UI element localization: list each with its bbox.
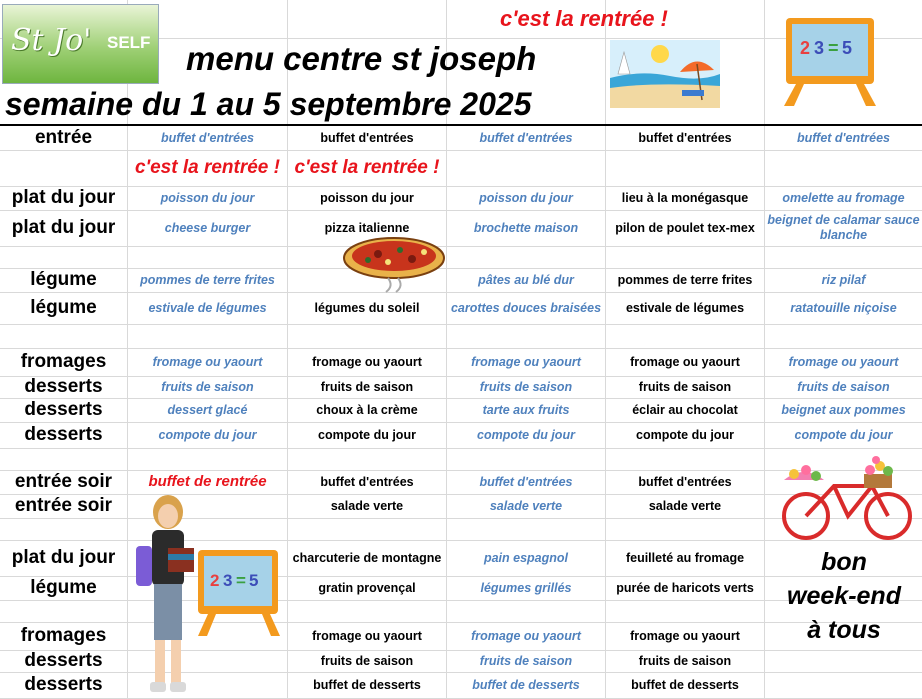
- svg-text:2: 2: [800, 38, 811, 58]
- menu-cell: poisson du jour: [320, 190, 414, 205]
- menu-cell: fruits de saison: [638, 653, 732, 668]
- row-label: légume: [30, 296, 97, 318]
- row-label: desserts: [24, 423, 103, 445]
- menu-cell: brochette maison: [473, 220, 579, 235]
- menu-cell: [606, 518, 764, 540]
- row-label: légume: [30, 268, 97, 290]
- menu-cell: dessert glacé: [167, 402, 248, 417]
- table-row: [0, 126, 922, 150]
- menu-cell: salade verte: [489, 498, 563, 513]
- table-row: [0, 246, 922, 268]
- blackboard-icon: [194, 548, 286, 638]
- menu-cell: buffet de rentrée: [148, 473, 267, 490]
- menu-cell: beignet aux pommes: [781, 402, 906, 417]
- menu-cell: estivale de légumes: [148, 300, 267, 315]
- menu-cell: ratatouille niçoise: [790, 300, 897, 315]
- svg-text:=: =: [828, 38, 839, 58]
- menu-cell: buffet d'entrées: [479, 474, 573, 489]
- menu-cell: fruits de saison: [797, 379, 890, 394]
- menu-cell: omelette au fromage: [782, 190, 905, 205]
- menu-cell: fruits de saison: [320, 653, 414, 668]
- svg-text:2: 2: [210, 571, 220, 590]
- menu-cell: [447, 324, 605, 348]
- menu-cell: buffet d'entrées: [160, 130, 255, 145]
- row-label: fromages: [20, 624, 107, 646]
- menu-cell: fromage ou yaourt: [152, 354, 263, 369]
- rentree-banner: c'est la rentrée !: [500, 6, 668, 31]
- menu-cell: buffet d'entrées: [320, 474, 414, 489]
- menu-cell: pizza italienne: [324, 220, 410, 235]
- menu-cell: [128, 246, 287, 268]
- blackboard-icon: [780, 16, 880, 108]
- menu-cell: choux à la crème: [316, 402, 418, 417]
- menu-cell: fromage ou yaourt: [630, 354, 740, 369]
- menu-cell: [606, 150, 764, 186]
- menu-cell: [447, 518, 605, 540]
- menu-cell: buffet d'entrées: [479, 130, 573, 145]
- row-label: [0, 324, 127, 348]
- row-label: desserts: [24, 376, 103, 397]
- row-label: desserts: [24, 650, 103, 671]
- menu-cell: [765, 246, 922, 268]
- weekend-line: bon: [821, 548, 867, 576]
- menu-cell: légumes du soleil: [314, 300, 420, 315]
- svg-text:3: 3: [814, 38, 825, 58]
- svg-text:5: 5: [249, 571, 259, 590]
- beach-icon: [610, 40, 720, 108]
- menu-cell: buffet d'entrées: [638, 130, 732, 145]
- menu-cell: pilon de poulet tex-mex: [615, 220, 755, 235]
- row-label: [0, 518, 127, 540]
- row-label: desserts: [24, 673, 103, 695]
- weekend-message: [766, 545, 922, 647]
- menu-cell: fruits de saison: [161, 379, 254, 394]
- menu-cell: buffet de desserts: [631, 677, 739, 692]
- table-row: [0, 348, 922, 376]
- menu-cell: buffet d'entrées: [796, 130, 891, 145]
- row-label: fromages: [20, 350, 107, 372]
- menu-cell: salade verte: [648, 498, 722, 513]
- table-row: [0, 210, 922, 246]
- row-label: légume: [30, 576, 97, 598]
- week-title: semaine du 1 au 5 septembre 2025: [5, 86, 532, 122]
- st-jo-self-logo: [2, 4, 159, 84]
- row-label: [0, 150, 127, 186]
- row-label: [0, 246, 127, 268]
- menu-cell: [606, 246, 764, 268]
- menu-cell: fruits de saison: [320, 379, 414, 394]
- menu-cell: poisson du jour: [160, 190, 255, 205]
- menu-cell: fromage ou yaourt: [312, 354, 422, 369]
- menu-cell: lieu à la monégasque: [621, 190, 749, 205]
- menu-cell: salade verte: [330, 498, 404, 513]
- menu-cell: beignet de calamar sauce blanche: [767, 213, 920, 242]
- menu-cell: c'est la rentrée !: [294, 156, 440, 178]
- menu-cell: pâtes au blé dur: [478, 272, 574, 287]
- menu-cell: [606, 448, 764, 470]
- menu-cell: carottes douces braisées: [450, 300, 602, 315]
- menu-cell: [128, 324, 287, 348]
- menu-cell: compote du jour: [794, 427, 893, 442]
- menu-cell: [447, 448, 605, 470]
- menu-cell: [288, 518, 446, 540]
- menu-cell: légumes grillés: [480, 580, 572, 595]
- menu-cell: [765, 650, 922, 672]
- menu-cell: [606, 600, 764, 622]
- menu-cell: pommes de terre frites: [140, 272, 275, 287]
- menu-cell: fromage ou yaourt: [630, 628, 740, 643]
- menu-title: menu centre st joseph: [186, 40, 537, 77]
- menu-cell: compote du jour: [477, 427, 575, 442]
- pizza-icon: [340, 232, 448, 294]
- weekend-line: à tous: [807, 616, 881, 644]
- menu-cell: compote du jour: [318, 427, 416, 442]
- table-row: [0, 376, 922, 398]
- row-label: plat du jour: [11, 216, 116, 238]
- menu-cell: fromage ou yaourt: [471, 354, 581, 369]
- weekend-line: week-end: [787, 582, 901, 610]
- menu-cell: c'est la rentrée !: [135, 156, 280, 178]
- menu-cell: fromage ou yaourt: [471, 628, 581, 643]
- menu-cell: riz pilaf: [821, 272, 866, 287]
- logo-text: St Jo': [11, 23, 92, 58]
- row-label: plat du jour: [11, 186, 116, 208]
- menu-cell: fruits de saison: [479, 653, 573, 668]
- row-label: entrée: [34, 126, 93, 148]
- svg-text:=: =: [236, 571, 246, 590]
- menu-cell: estivale de légumes: [625, 300, 745, 315]
- menu-cell: [447, 600, 605, 622]
- menu-cell: [288, 448, 446, 470]
- menu-cell: pommes de terre frites: [617, 272, 753, 287]
- menu-cell: fromage ou yaourt: [312, 628, 422, 643]
- row-label: plat du jour: [11, 546, 116, 568]
- menu-cell: cheese burger: [164, 220, 251, 235]
- row-label: desserts: [24, 398, 103, 420]
- menu-cell: charcuterie de montagne: [292, 550, 442, 565]
- row-label: [0, 600, 127, 622]
- table-row: [0, 422, 922, 448]
- menu-cell: poisson du jour: [479, 190, 573, 205]
- table-row: [0, 398, 922, 422]
- svg-text:5: 5: [842, 38, 853, 58]
- table-row: [0, 292, 922, 324]
- row-label: entrée soir: [14, 494, 113, 516]
- menu-cell: gratin provençal: [318, 580, 416, 595]
- menu-cell: buffet d'entrées: [320, 130, 414, 145]
- menu-cell: [765, 150, 922, 186]
- row-label: [0, 448, 127, 470]
- menu-cell: [765, 672, 922, 698]
- menu-cell: éclair au chocolat: [632, 402, 738, 417]
- row-label: entrée soir: [14, 470, 113, 492]
- menu-cell: feuilleté au fromage: [625, 550, 745, 565]
- menu-cell: [447, 246, 605, 268]
- menu-cell: [128, 448, 287, 470]
- menu-cell: pain espagnol: [483, 550, 569, 565]
- menu-cell: [765, 324, 922, 348]
- menu-cell: [447, 150, 605, 186]
- menu-cell: tarte aux fruits: [482, 402, 570, 417]
- menu-cell: fruits de saison: [638, 379, 732, 394]
- menu-cell: compote du jour: [158, 427, 257, 442]
- logo-self-text: SELF: [107, 33, 151, 52]
- menu-cell: [288, 324, 446, 348]
- bicycle-icon: [776, 456, 920, 542]
- menu-cell: [288, 600, 446, 622]
- menu-cell: compote du jour: [636, 427, 734, 442]
- table-row: [0, 150, 922, 186]
- menu-cell: buffet de desserts: [313, 677, 421, 692]
- menu-cell: [606, 324, 764, 348]
- menu-cell: fromage ou yaourt: [788, 354, 899, 369]
- table-row: [0, 268, 922, 292]
- table-row: [0, 186, 922, 210]
- menu-cell: fruits de saison: [479, 379, 573, 394]
- svg-text:3: 3: [223, 571, 233, 590]
- menu-cell: buffet de desserts: [472, 677, 580, 692]
- menu-cell: purée de haricots verts: [616, 580, 754, 595]
- menu-cell: buffet d'entrées: [638, 474, 732, 489]
- table-row: [0, 324, 922, 348]
